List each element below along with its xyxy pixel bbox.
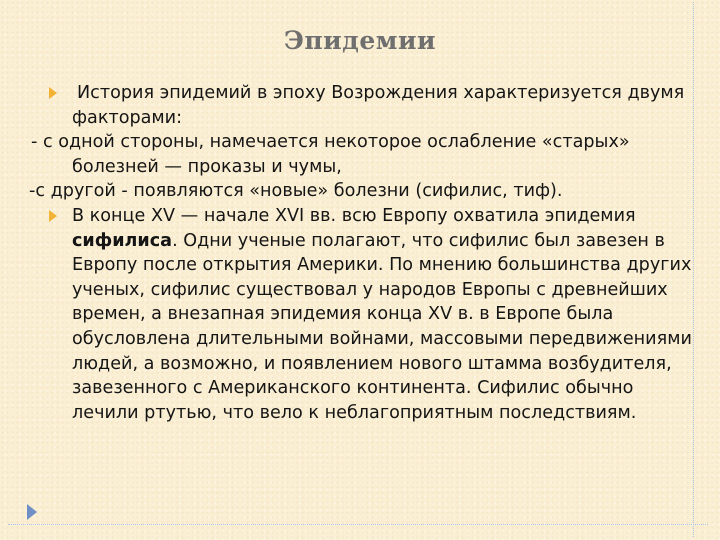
slide-title: Эпидемии: [283, 26, 437, 55]
paragraph-text: В конце XV — начале XVI вв. всю Европу охватила эпидемия: [72, 205, 636, 226]
slide-body: [28, 81, 698, 425]
bullet-paragraph-2: [28, 204, 698, 425]
paragraph-text: - с одной стороны, намечается некоторое ослабление «старых» болезней — проказы и чумы,: [31, 132, 630, 177]
corner-arrow-icon: [27, 504, 37, 520]
bullet-paragraph-1: [28, 81, 698, 130]
paragraph-text: История эпидемий в эпоху Возрождения характеризуется двумя факторами:: [72, 83, 685, 128]
paragraph-text: . Одни ученые полагают, что сифилис был завезен в Европу после открытия Америки. По мнению большинства других ученых, сифилис существовал у народов Европы с древнейших времен, а внезапная эпидемия конца XV в. в Европе была обусловлена длительными войнами, массовыми передвижениями людей, а возможно, и появлением нового штамма возбудителя, завезенного с Американского континента. Сифилис обычно лечили ртутью, что вело к неблагоприятным последствиям.: [72, 230, 692, 423]
horizontal-guide-line: [8, 524, 708, 525]
sub-paragraph-2: [28, 179, 698, 204]
bullet-arrow-icon: [49, 210, 57, 222]
sub-paragraph-1: [28, 130, 698, 179]
paragraph-text: -с другой - появляются «новые» болезни (сифилис, тиф).: [29, 181, 563, 202]
emphasized-word: сифилиса: [72, 230, 173, 251]
bullet-arrow-icon: [49, 87, 57, 99]
